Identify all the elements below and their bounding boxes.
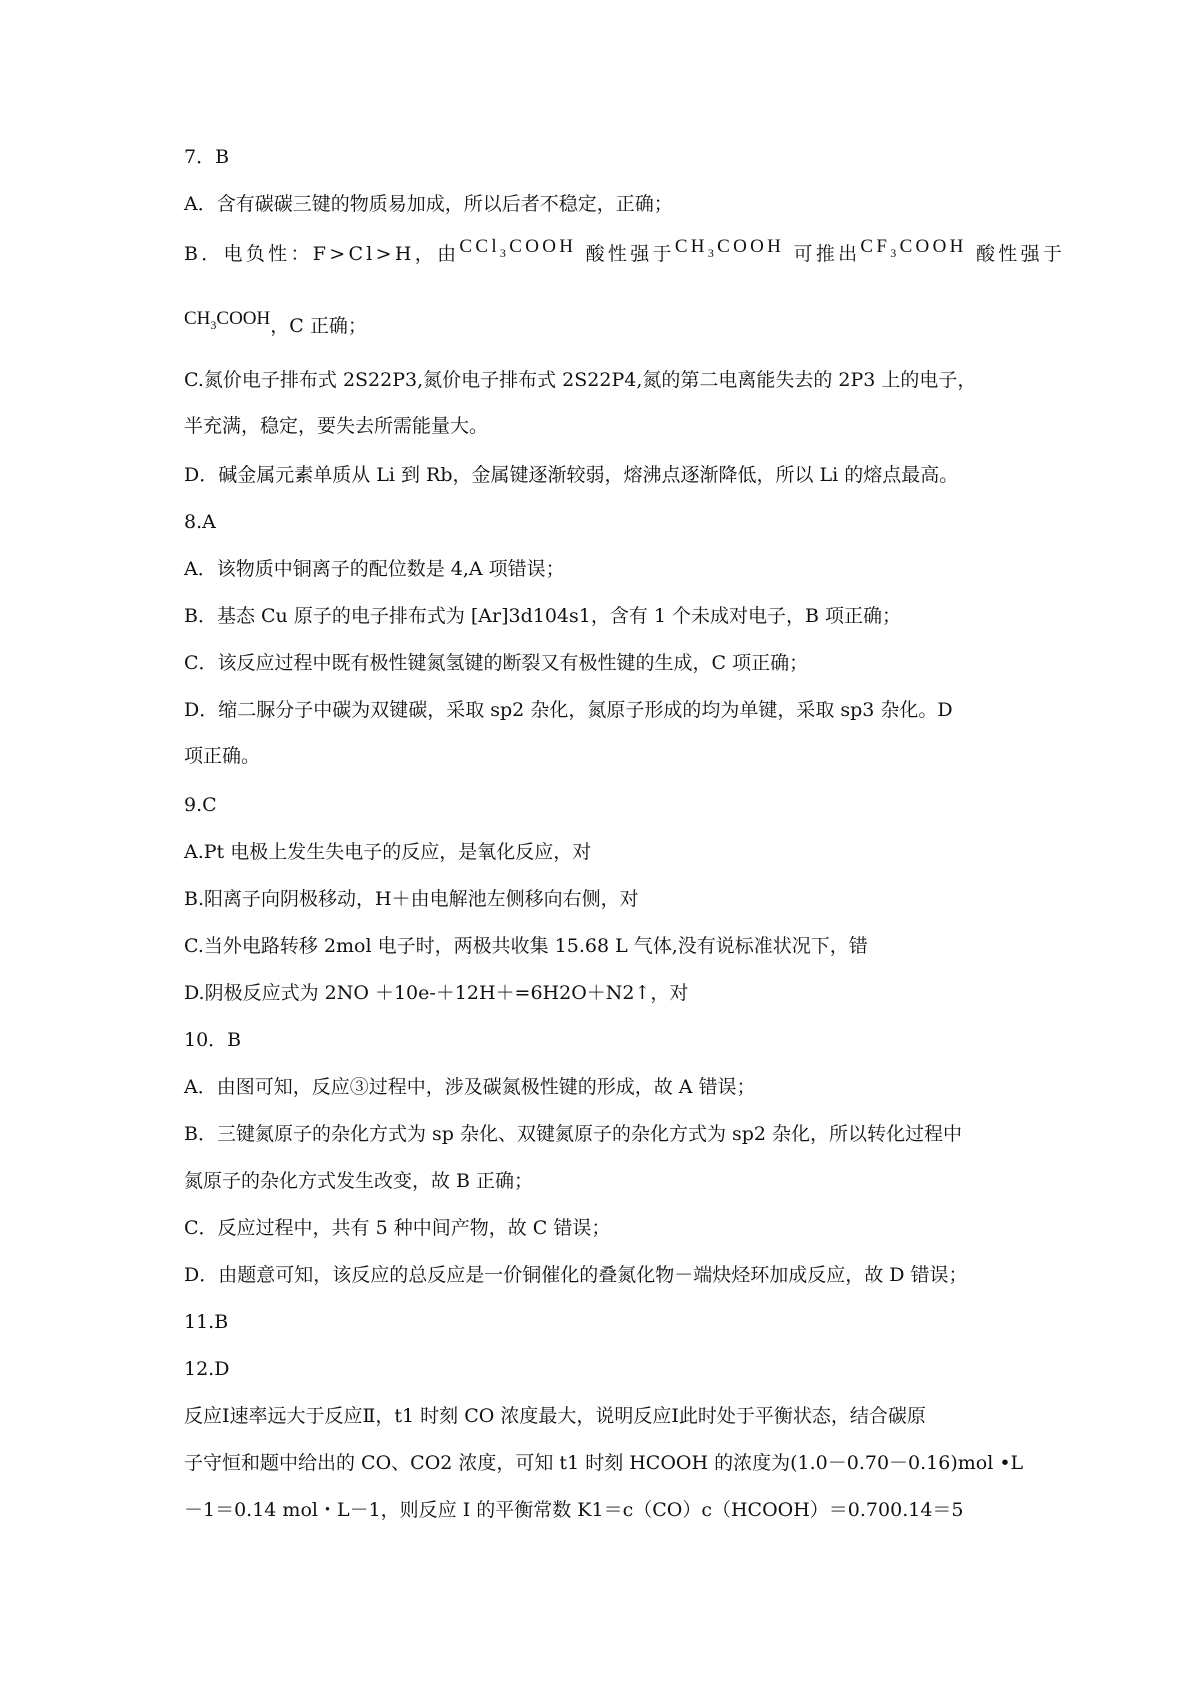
answer-7-option-c: C.氮价电子排布式 2S22P3,氮价电子排布式 2S22P4,氮的第二电离能失去的 2P3 上的电子，	[184, 369, 977, 391]
formula-cf3cooh: $CF_3COOH$	[860, 236, 967, 260]
answer-8-option-d-cont: 项正确。	[184, 745, 261, 767]
option-b-text-2: 酸性强于	[585, 243, 675, 265]
answer-7-option-d: D．碱金属元素单质从 Li 到 Rb，金属键逐渐较弱，熔沸点逐渐降低，所以 Li 的熔点最高。	[184, 464, 959, 486]
answer-10-option-a: A．由图可知，反应③过程中，涉及碳氮极性键的形成，故 A 错误；	[184, 1076, 756, 1098]
option-b-text-3: 可推出	[793, 243, 861, 265]
formula-ch3cooh-2: $CH_3COOH$	[184, 308, 271, 332]
answer-8-option-b: B．基态 Cu 原子的电子排布式为 [Ar]3d104s1，含有 1 个未成对电子，B 项正确；	[184, 605, 902, 627]
answer-10-option-b-cont: 氮原子的杂化方式发生改变，故 B 正确；	[184, 1170, 534, 1192]
answer-10-option-c: C．反应过程中，共有 5 种中间产物，故 C 错误；	[184, 1217, 611, 1239]
answer-12-heading: 12.D	[184, 1358, 230, 1380]
answer-9-option-c: C.当外电路转移 2mol 电子时，两极共收集 15.68 L 气体,没有说标准状况下，错	[184, 935, 868, 957]
answer-11-heading: 11.B	[184, 1311, 229, 1333]
answer-10-heading: 10．B	[184, 1029, 242, 1051]
option-b-text-1: B．电负性：F>Cl>H，由	[184, 243, 460, 265]
answer-7-option-b	[184, 236, 1066, 275]
answer-10-option-d: D．由题意可知，该反应的总反应是一价铜催化的叠氮化物－端炔烃环加成反应，故 D 错误；	[184, 1264, 968, 1286]
answer-8-heading: 8.A	[184, 511, 216, 533]
answer-12-explanation-1: 反应Ⅰ速率远大于反应Ⅱ，t1 时刻 CO 浓度最大，说明反应Ⅰ此时处于平衡状态，结合碳原	[184, 1405, 926, 1427]
answer-9-option-b: B.阳离子向阴极移动，H＋由电解池左侧移向右侧，对	[184, 888, 639, 910]
answer-8-option-d: D．缩二脲分子中碳为双键碳，采取 sp2 杂化，氮原子形成的均为单键，采取 sp3 杂化。D	[184, 699, 953, 721]
answer-12-explanation-3: －1＝0.14 mol・L－1，则反应 I 的平衡常数 K1＝c（CO）c（HCOOH）＝0.700.14＝5	[184, 1499, 964, 1521]
answer-9-option-a: A.Pt 电极上发生失电子的反应，是氧化反应，对	[184, 841, 592, 863]
answer-7-option-c-cont: 半充满，稳定，要失去所需能量大。	[184, 415, 489, 437]
answer-9-option-d: D.阴极反应式为 2NO ＋10e-＋12H＋=6H2O＋N2↑，对	[184, 982, 689, 1004]
answer-7-option-a: A．含有碳碳三键的物质易加成，所以后者不稳定，正确；	[184, 193, 673, 215]
answer-8-option-a: A．该物质中铜离子的配位数是 4,A 项错误；	[184, 558, 565, 580]
answer-9-heading: 9.C	[184, 794, 217, 816]
answer-12-explanation-2: 子守恒和题中给出的 CO、CO2 浓度，可知 t1 时刻 HCOOH 的浓度为(1.0－0.70－0.16)mol •L	[184, 1452, 1024, 1474]
option-b-text-5: ，C 正确；	[270, 315, 367, 337]
formula-ch3cooh: $CH_3COOH$	[674, 236, 785, 260]
answer-7-heading: 7．B	[184, 146, 230, 168]
answer-10-option-b: B．三键氮原子的杂化方式为 sp 杂化、双键氮原子的杂化方式为 sp2 杂化，所以转化过程中	[184, 1123, 963, 1145]
answer-8-option-c: C．该反应过程中既有极性键氮氢键的断裂又有极性键的生成，C 项正确；	[184, 652, 809, 674]
answer-7-option-b-cont	[184, 308, 367, 347]
option-b-text-4: 酸性强于	[975, 243, 1066, 265]
formula-ccl3cooh: CCl$_3$COOH	[459, 236, 577, 260]
